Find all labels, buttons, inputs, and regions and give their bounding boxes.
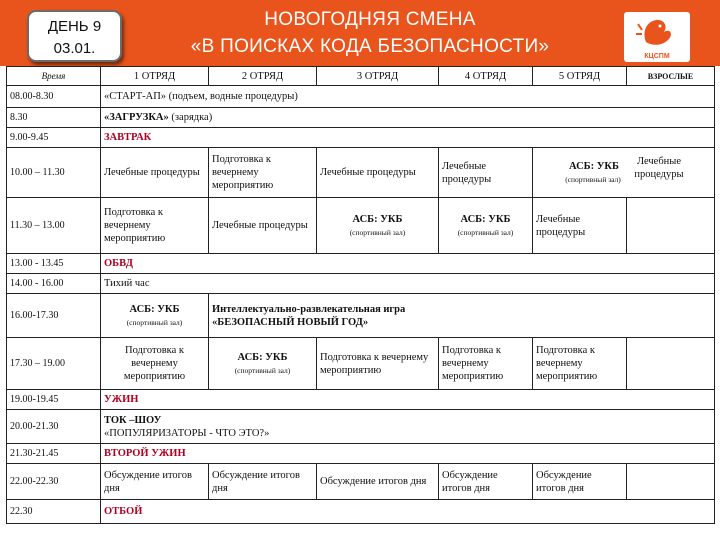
table-row: [7, 254, 715, 274]
day-label: ДЕНЬ 9: [47, 18, 102, 35]
table-row: [7, 410, 715, 444]
activity-cell: «ЗАГРУЗКА» (зарядка): [101, 108, 715, 128]
time-cell: 9.00-9.45: [7, 128, 101, 148]
squad3-cell: Обсуждение итогов дня: [317, 464, 439, 500]
squad3-cell: Подготовка к вечернему мероприятию: [317, 338, 439, 390]
title-line-2: «В ПОИСКАХ КОДА БЕЗОПАСНОСТИ»: [190, 36, 550, 57]
time-cell: 17.30 – 19.00: [7, 338, 101, 390]
activity-cell: ВТОРОЙ УЖИН: [101, 444, 715, 464]
squad5-cell: АСБ: УКБ (спортивный зал): [533, 148, 715, 198]
time-cell: 22.00-22.30: [7, 464, 101, 500]
schedule-table: [6, 66, 715, 524]
squad5-cell: Обсуждение итогов дня: [533, 464, 627, 500]
time-cell: 13.00 - 13.45: [7, 254, 101, 274]
day-box: [27, 10, 122, 62]
title-line-1: НОВОГОДНЯЯ СМЕНА: [264, 9, 476, 30]
squad2-cell: АСБ: УКБ (спортивный зал): [209, 338, 317, 390]
adults-cell: [627, 198, 715, 254]
squad4-cell: Обсуждение итогов дня: [439, 464, 533, 500]
logo-text: КЦСПМ: [644, 53, 670, 60]
table-row: [7, 464, 715, 500]
activity-cell: ТОК –ШОУ «ПОПУЛЯРИЗАТОРЫ - ЧТО ЭТО?»: [101, 410, 715, 444]
col-squad3: 3 ОТРЯД: [317, 67, 439, 86]
squad2-cell: Подготовка к вечернему мероприятию: [209, 148, 317, 198]
adults-cell: [627, 338, 715, 390]
squad2-cell: Обсуждение итогов дня: [209, 464, 317, 500]
col-adults: ВЗРОСЛЫЕ: [627, 67, 715, 86]
table-row: [7, 444, 715, 464]
time-cell: 11.30 – 13.00: [7, 198, 101, 254]
squad4-cell: Подготовка к вечернему мероприятию: [439, 338, 533, 390]
time-cell: 22.30: [7, 500, 101, 524]
logo: [624, 12, 690, 62]
activity-cell: Тихий час: [101, 274, 715, 294]
squad1-cell: Лечебные процедуры: [101, 148, 209, 198]
activity-cell: ОБВД: [101, 254, 715, 274]
table-header-row: [7, 67, 715, 86]
page-title: [150, 6, 590, 60]
time-cell: 08.00-8.30: [7, 86, 101, 108]
squad1-cell: Подготовка к вечернему мероприятию: [101, 198, 209, 254]
table-row: [7, 198, 715, 254]
time-cell: 10.00 – 11.30: [7, 148, 101, 198]
col-squad4: 4 ОТРЯД: [439, 67, 533, 86]
squirrel-logo-icon: [624, 12, 690, 52]
activity-cell: УЖИН: [101, 390, 715, 410]
squad5-cell: Лечебные процедуры: [533, 198, 627, 254]
activity-cell: ЗАВТРАК: [101, 128, 715, 148]
date-label: 03.01.: [53, 40, 96, 57]
col-squad1: 1 ОТРЯД: [101, 67, 209, 86]
col-squad2: 2 ОТРЯД: [209, 67, 317, 86]
table-row: [7, 338, 715, 390]
table-row: [7, 148, 715, 198]
squad1-cell: Обсуждение итогов дня: [101, 464, 209, 500]
table-row: [7, 108, 715, 128]
activity-cell: «СТАРТ-АП» (подъем, водные процедуры): [101, 86, 715, 108]
time-cell: 8.30: [7, 108, 101, 128]
time-cell: 14.00 - 16.00: [7, 274, 101, 294]
squad5-cell: Подготовка к вечернему мероприятию: [533, 338, 627, 390]
event-cell: Интеллектуально-развлекательная игра «БЕЗОПАСНЫЙ НОВЫЙ ГОД»: [209, 294, 715, 338]
time-cell: 21.30-21.45: [7, 444, 101, 464]
col-time: Время: [7, 67, 101, 86]
squad1-cell: Подготовка к вечернему мероприятию: [101, 338, 209, 390]
squad4-cell: Лечебные процедуры: [439, 148, 533, 198]
table-row: [7, 274, 715, 294]
squad2-cell: Лечебные процедуры: [209, 198, 317, 254]
squad3-cell: АСБ: УКБ (спортивный зал): [317, 198, 439, 254]
table-row: [7, 390, 715, 410]
time-cell: 16.00-17.30: [7, 294, 101, 338]
squad1-cell: АСБ: УКБ (спортивный зал): [101, 294, 209, 338]
activity-cell: ОТБОЙ: [101, 500, 715, 524]
table-row: [7, 294, 715, 338]
adults-morning-note: Лечебные процедуры: [634, 156, 684, 180]
table-row: [7, 128, 715, 148]
col-squad5: 5 ОТРЯД: [533, 67, 627, 86]
table-row: [7, 500, 715, 524]
table-row: [7, 86, 715, 108]
squad3-cell: Лечебные процедуры: [317, 148, 439, 198]
time-cell: 19.00-19.45: [7, 390, 101, 410]
adults-cell: [627, 464, 715, 500]
time-cell: 20.00-21.30: [7, 410, 101, 444]
squad4-cell: АСБ: УКБ (спортивный зал): [439, 198, 533, 254]
